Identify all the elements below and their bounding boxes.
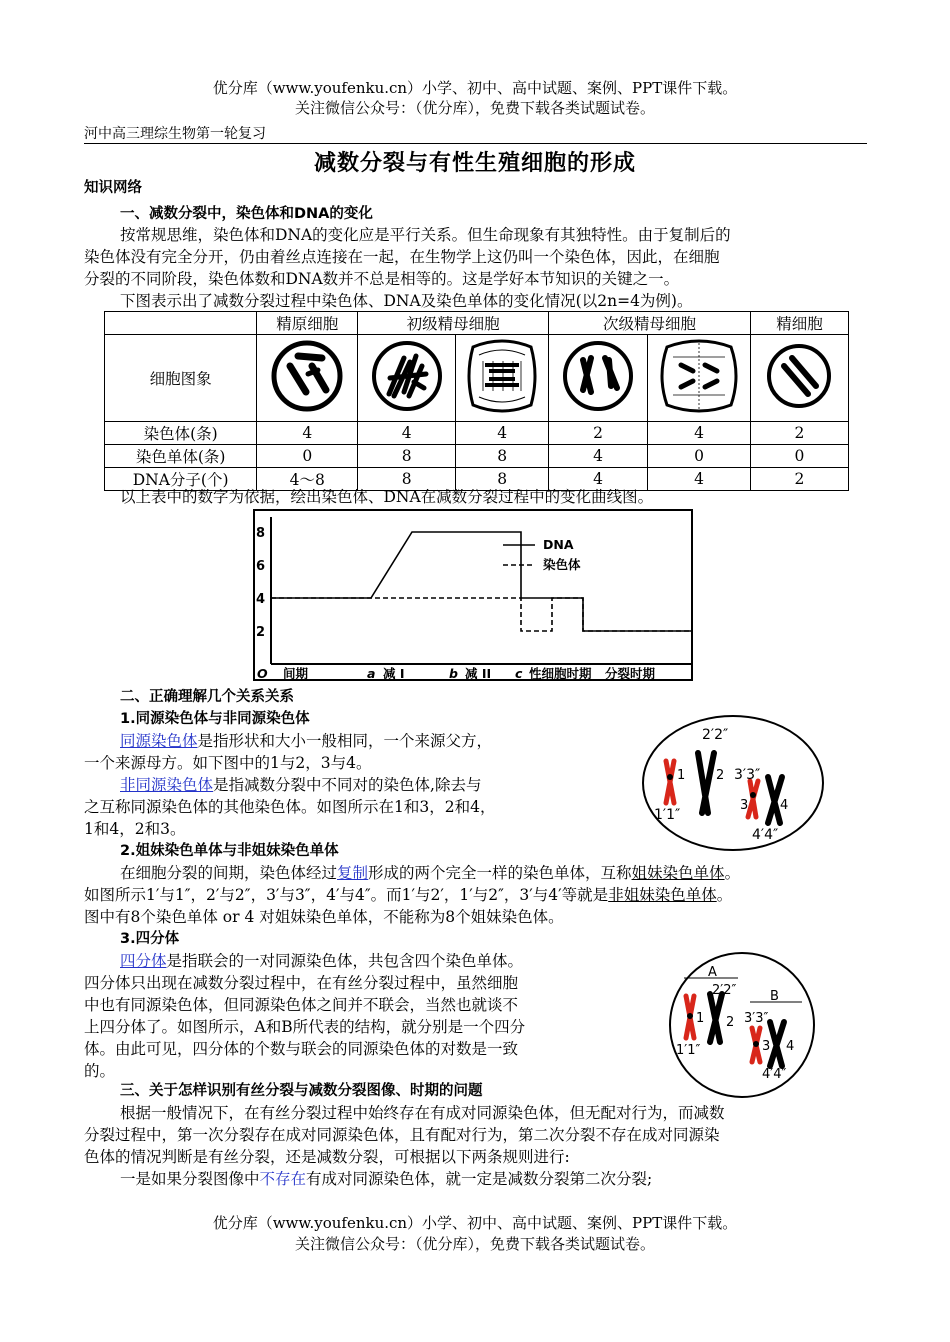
term-sister-chromatid: 姐妹染色单体 [631, 864, 725, 882]
table-header-cell: 精原细胞 [257, 312, 358, 335]
table-cell: 4～8 [257, 468, 358, 491]
footer-line-1: 优分库（www.youfenku.cn）小学、初中、高中试题、案例、PPT课件下载。 [212, 1214, 738, 1232]
sub3-line3: 中也有同源染色体，但同源染色体之间并不联会，当然也就谈不 [84, 996, 519, 1014]
table-row [105, 445, 849, 468]
x-tick-label: O [257, 666, 268, 681]
row-label: DNA分子(个) [105, 468, 257, 491]
sub3-line5: 体。由此可见，四分体的个数与联会的同源染色体的对数是一致 [84, 1040, 519, 1058]
table-cell: 4 [358, 422, 456, 445]
table-header-cell: 次级精母细胞 [549, 312, 751, 335]
table-cell: 2 [549, 422, 648, 445]
table-cell: 4 [257, 422, 358, 445]
y-tick-label: 6 [256, 559, 266, 574]
cell-image-spermatogonium [257, 335, 358, 422]
text: 一是如果分裂图像中 [120, 1170, 260, 1188]
sub3-heading: 3.四分体 [120, 931, 180, 947]
s1-p1-line3: 分裂的不同阶段，染色体数和DNA数并不总是相等的。这是学好本节知识的关键之一。 [84, 270, 680, 288]
primary-spermatocyte-icon [364, 336, 450, 416]
sub3-line4: 上四分体了。如图所示，A和B所代表的结构，就分别是一个四分 [84, 1018, 526, 1036]
s1-after-table: 以上表中的数字为依据，绘出染色体、DNA在减数分裂过程中的变化曲线图。 [120, 488, 654, 506]
table-header-cell [105, 312, 257, 335]
text: 。 [716, 886, 733, 904]
y-tick-label: 8 [256, 526, 266, 541]
table-header-cell: 初级精母细胞 [358, 312, 549, 335]
sub1-line4: 之互称同源染色体的其他染色体。如图所示在1和3，2和4， [84, 798, 496, 816]
text: 是指形状和大小一般相同，一个来源父方， [197, 732, 493, 750]
text: 有成对同源染色体，就一定是减数分裂第二次分裂; [306, 1170, 653, 1188]
s3-line4 [120, 1168, 652, 1191]
sub3-line6: 的。 [84, 1062, 116, 1080]
table-cell: 4 [648, 422, 751, 445]
s3-line2: 分裂过程中，第一次分裂存在成对同源染色体，且有配对行为，第二次分裂不存在成对同源染 [84, 1126, 720, 1144]
sub3-line2: 四分体只出现在减数分裂过程中，在有丝分裂过程中，虽然细胞 [84, 974, 519, 992]
label-3p3pp: 3′3″ [734, 767, 761, 783]
section1-heading: 一、减数分裂中，染色体和DNA的变化 [120, 206, 373, 222]
page-title: 减数分裂与有性生殖细胞的形成 [313, 151, 636, 176]
label-4: 4 [780, 798, 789, 813]
label-4: 4 [786, 1039, 795, 1054]
table-cell: 4 [456, 422, 549, 445]
s1-p1-line2: 染色体没有完全分开，仍由着丝点连接在一起，在生物学上这仍叫一个染色体，因此，在细胞 [84, 248, 720, 266]
sub2-line2 [84, 884, 732, 907]
section2-heading: 二、正确理解几个关系关系 [120, 689, 294, 705]
term-non-sister-chromatid: 非姐妹染色单体 [608, 886, 717, 904]
text: 是指减数分裂中不同对的染色体,除去与 [213, 776, 482, 794]
sub2-heading: 2.姐妹染色单体与非姐妹染色单体 [120, 843, 339, 859]
course-label: 河中高三理综生物第一轮复习 [84, 126, 266, 142]
x-tick-label: 性细胞时期 [529, 666, 592, 681]
text: 是指联会的一对同源染色体，共包含四个染色单体。 [166, 952, 524, 970]
label-3: 3 [740, 798, 749, 813]
y-tick-label: 2 [256, 625, 266, 640]
sub1-line1 [120, 730, 492, 753]
x-tick-label: b [449, 666, 458, 681]
x-tick-label: 间期 [283, 666, 309, 681]
cell-image-secondary-1 [549, 335, 648, 422]
text: 。 [724, 864, 741, 882]
table-cell: 4 [648, 468, 751, 491]
legend-label: DNA [543, 537, 574, 552]
label-B: B [770, 989, 779, 1004]
secondary-spermatocyte-icon [553, 336, 643, 416]
table-cell: 0 [750, 445, 848, 468]
label-2: 2 [726, 1015, 735, 1030]
table-row [105, 422, 849, 445]
table-header-row [105, 312, 849, 335]
sub2-line1 [120, 862, 740, 885]
label-1p1pp: 1′1″ [654, 807, 681, 823]
table-cell: 0 [648, 445, 751, 468]
homologous-chromosome-diagram [640, 713, 826, 853]
cell-image-primary-1 [358, 335, 456, 422]
x-tick-label: 减 I [383, 666, 405, 681]
s3-line3: 色体的情况判断是有丝分裂，还是减数分裂，可根据以下两条规则进行: [84, 1148, 570, 1166]
table-cell: 0 [257, 445, 358, 468]
primary-spermatocyte-dividing-icon [459, 335, 545, 417]
table-cell: 2 [750, 422, 848, 445]
footer-line-2: 关注微信公众号：（优分库），免费下载各类试题试卷。 [294, 1235, 655, 1253]
table-cell: 2 [750, 468, 848, 491]
text: 在细胞分裂的间期，染色体经过 [120, 864, 338, 882]
cell-image-primary-2 [456, 335, 549, 422]
chart-frame [254, 510, 692, 680]
table-image-row [105, 335, 849, 422]
image-row-label: 细胞图象 [105, 335, 257, 422]
header-line-1: 优分库（www.youfenku.cn）小学、初中、高中试题、案例、PPT课件下载。 [212, 79, 738, 97]
term-tetrad[interactable]: 四分体 [120, 952, 167, 970]
spermatogonium-cell-icon [262, 336, 352, 416]
legend-label: 染色体 [543, 557, 581, 572]
sub1-line5: 1和4，2和3。 [84, 820, 186, 838]
s1-p1-line1: 按常规思维，染色体和DNA的变化应是平行关系。但生命现象有其独特性。由于复制后的 [120, 226, 731, 244]
table-cell: 4 [549, 445, 648, 468]
sub3-line1 [120, 950, 523, 973]
label-2p2pp: 2′2″ [712, 983, 737, 998]
s1-p2: 下图表示出了减数分裂过程中染色体、DNA及染色单体的变化情况(以2n=4为例)。 [120, 292, 693, 310]
label-3: 3 [762, 1039, 771, 1054]
term-non-homologous[interactable]: 非同源染色体 [120, 776, 214, 794]
x-tick-label: a [367, 666, 376, 681]
spermatid-icon [754, 336, 844, 416]
text: 如图所示1′与1″，2′与2″，3′与3″，4′与4″。而1′与2′，1′与2″，3′与4′等就是 [84, 886, 609, 904]
tetrad-diagram [656, 950, 828, 1100]
row-label: 染色单体(条) [105, 445, 257, 468]
header-line-2: 关注微信公众号：（优分库），免费下载各类试题试卷。 [294, 99, 655, 117]
table-cell: 4 [549, 468, 648, 491]
header-rule [84, 143, 867, 144]
label-4p4pp: 4′4″ [752, 827, 779, 843]
s3-line1: 根据一般情况下，在有丝分裂过程中始终存在有成对同源染色体，但无配对行为，而减数 [120, 1104, 725, 1122]
table-cell: 8 [358, 468, 456, 491]
x-tick-label: 分裂时期 [605, 666, 656, 681]
y-tick-label: 4 [256, 592, 266, 607]
section-label: 知识网络 [84, 180, 142, 196]
table-cell: 8 [358, 445, 456, 468]
secondary-spermatocyte-dividing-icon [653, 335, 745, 417]
table-cell: 8 [456, 468, 549, 491]
label-1: 1 [677, 768, 686, 783]
sub2-line3: 图中有8个染色单体 or 4 对姐妹染色单体，不能称为8个姐妹染色体。 [84, 908, 564, 926]
table-cell: 8 [456, 445, 549, 468]
meiosis-table [104, 311, 849, 491]
label-4p4pp: 4′4″ [762, 1067, 787, 1082]
x-tick-label: c [515, 666, 523, 681]
label-1: 1 [696, 1011, 705, 1026]
term-replication[interactable]: 复制 [337, 864, 369, 882]
label-A: A [708, 965, 717, 980]
cell-image-spermatid [750, 335, 848, 422]
section3-heading: 三、关于怎样识别有丝分裂与减数分裂图像、时期的问题 [120, 1083, 483, 1099]
x-tick-label: 减 II [465, 666, 492, 681]
sub1-heading: 1.同源染色体与非同源染色体 [120, 711, 310, 727]
cell-image-secondary-2 [648, 335, 751, 422]
label-2p2pp: 2′2″ [702, 727, 729, 743]
row-label: 染色体(条) [105, 422, 257, 445]
label-3p3pp: 3′3″ [744, 1011, 769, 1026]
sub1-line3 [120, 774, 481, 797]
label-1p1pp: 1′1″ [676, 1043, 701, 1058]
table-header-cell: 精细胞 [750, 312, 848, 335]
label-2: 2 [716, 768, 725, 783]
text: 形成的两个完全一样的染色单体，互称 [368, 864, 632, 882]
term-homologous[interactable]: 同源染色体 [120, 732, 198, 750]
meiosis-line-chart [253, 509, 693, 681]
sub1-line2: 一个来源母方。如下图中的1与2，3与4。 [84, 754, 372, 772]
term-not-exist: 不存在 [259, 1170, 307, 1188]
